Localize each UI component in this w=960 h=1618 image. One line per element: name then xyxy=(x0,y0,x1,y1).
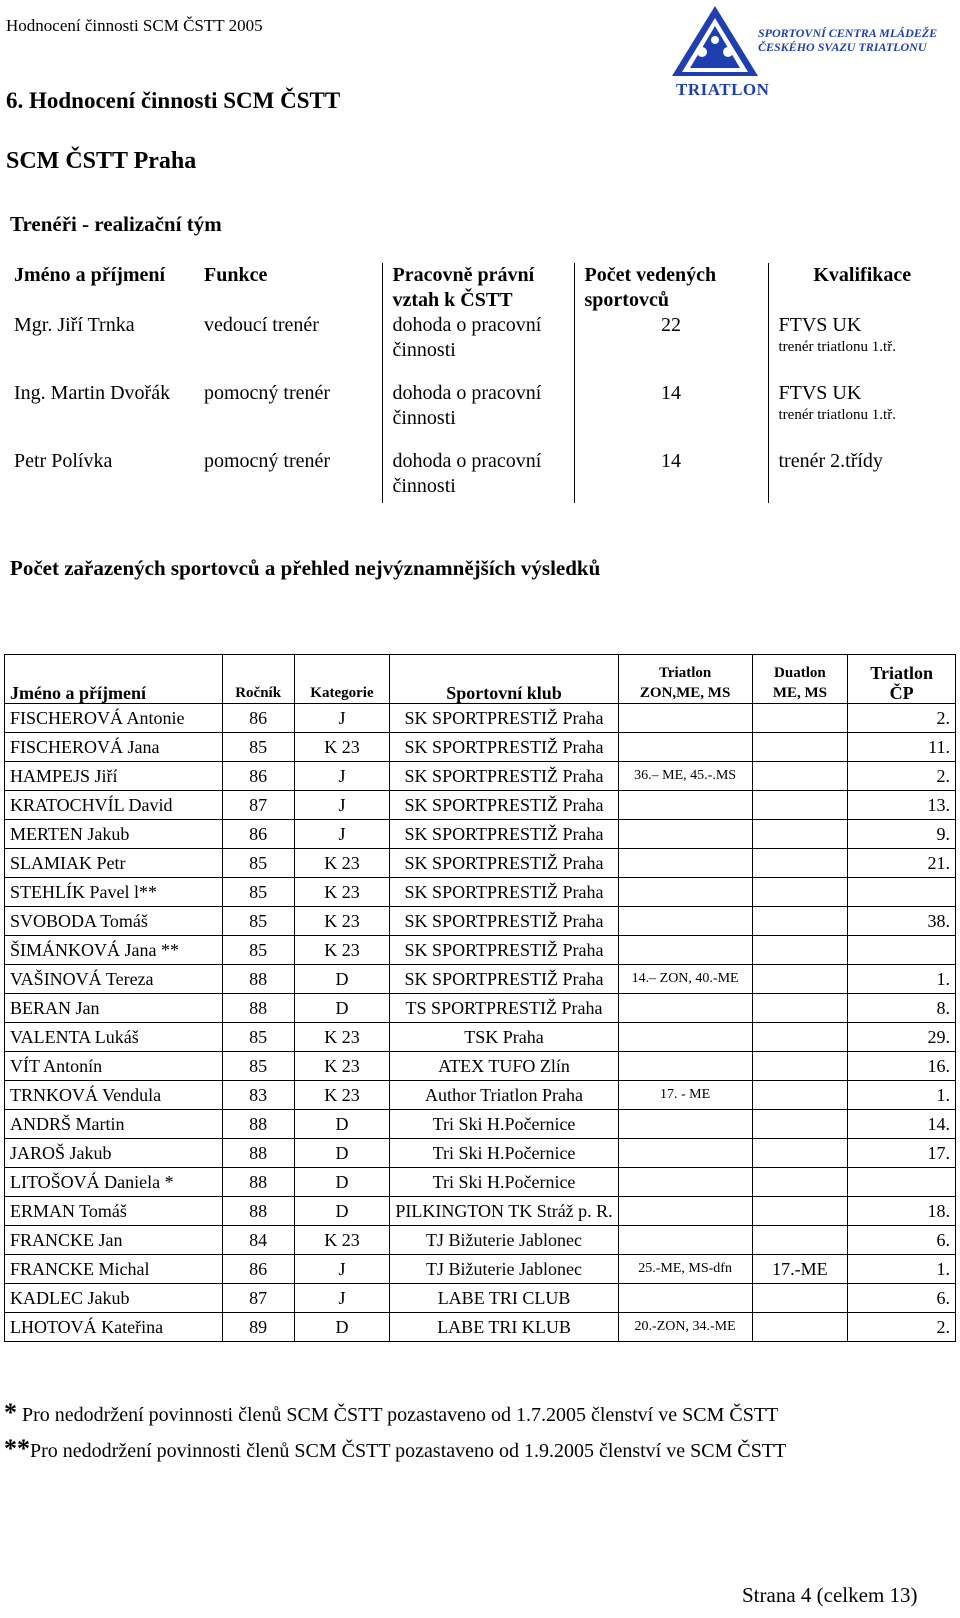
category: D xyxy=(294,1110,390,1139)
qualification-detail: trenér triatlonu 1.tř. xyxy=(778,339,896,355)
category: J xyxy=(294,1284,390,1313)
duathlon-result xyxy=(752,1313,848,1342)
club: LABE TRI KLUB xyxy=(390,1313,618,1342)
duathlon-result xyxy=(752,733,848,762)
duathlon-result: 17.-ME xyxy=(752,1255,848,1284)
athlete-name: VALENTA Lukáš xyxy=(5,1023,223,1052)
duathlon-result xyxy=(752,1110,848,1139)
staff-name: Mgr. Jiří Trnka xyxy=(14,314,135,336)
table-row xyxy=(5,878,956,907)
duathlon-result xyxy=(752,820,848,849)
athlete-name: SVOBODA Tomáš xyxy=(5,907,223,936)
athlete-name: KADLEC Jakub xyxy=(5,1284,223,1313)
athlete-name: JAROŠ Jakub xyxy=(5,1139,223,1168)
triathlon-result: 36.– ME, 45.-.MS xyxy=(618,762,752,791)
cp-header-line2: ČP xyxy=(889,683,914,703)
table-row xyxy=(5,1255,956,1284)
cp-header-line1: Triatlon xyxy=(870,663,933,683)
duathlon-result xyxy=(752,704,848,733)
club: SK SPORTPRESTIŽ Praha xyxy=(390,965,618,994)
cp-rank: 1. xyxy=(848,1255,956,1284)
triathlon-result xyxy=(618,994,752,1023)
results-body xyxy=(5,704,956,1342)
cp-rank: 8. xyxy=(848,994,956,1023)
duathlon-header-line2: ME, MS xyxy=(772,685,827,701)
staff-count: 14 xyxy=(574,449,768,503)
staff-qualification xyxy=(768,381,956,449)
results-table xyxy=(4,654,956,1342)
duathlon-result xyxy=(752,994,848,1023)
club: TJ Bižuterie Jablonec xyxy=(390,1226,618,1255)
page-number: Strana 4 (celkem 13) xyxy=(742,1583,918,1607)
table-row xyxy=(5,965,956,994)
triathlon-logo-icon xyxy=(670,4,760,84)
club: TSK Praha xyxy=(390,1023,618,1052)
club: SK SPORTPRESTIŽ Praha xyxy=(390,791,618,820)
table-row xyxy=(5,936,956,965)
triathlon-result xyxy=(618,733,752,762)
triathlon-result xyxy=(618,791,752,820)
club: TJ Bižuterie Jablonec xyxy=(390,1255,618,1284)
duathlon-result xyxy=(752,849,848,878)
table-row xyxy=(5,849,956,878)
table-row xyxy=(5,1284,956,1313)
birth-year: 85 xyxy=(222,1023,294,1052)
duathlon-header-line1: Duatlon xyxy=(774,665,826,681)
birth-year: 85 xyxy=(222,907,294,936)
cp-rank: 13. xyxy=(848,791,956,820)
club: SK SPORTPRESTIŽ Praha xyxy=(390,907,618,936)
cp-rank: 21. xyxy=(848,849,956,878)
triathlon-result: 25.-ME, MS-dfn xyxy=(618,1255,752,1284)
birth-year: 88 xyxy=(222,1139,294,1168)
birth-year: 85 xyxy=(222,878,294,907)
athlete-name: ŠIMÁNKOVÁ Jana ** xyxy=(5,936,223,965)
category: J xyxy=(294,704,390,733)
athlete-name: MERTEN Jakub xyxy=(5,820,223,849)
scm-logo xyxy=(670,4,940,99)
staff-qualification xyxy=(768,313,956,381)
triathlon-result xyxy=(618,1139,752,1168)
cp-rank: 16. xyxy=(848,1052,956,1081)
table-row xyxy=(5,1052,956,1081)
staff-relation: dohoda o pracovní činnosti xyxy=(382,313,574,381)
club: SK SPORTPRESTIŽ Praha xyxy=(390,762,618,791)
athlete-name: LITOŠOVÁ Daniela * xyxy=(5,1168,223,1197)
category: D xyxy=(294,1197,390,1226)
category: D xyxy=(294,965,390,994)
triathlon-result xyxy=(618,1197,752,1226)
table-row xyxy=(5,704,956,733)
athlete-name: FISCHEROVÁ Jana xyxy=(5,733,223,762)
birth-year: 87 xyxy=(222,791,294,820)
cp-rank xyxy=(848,1168,956,1197)
category: D xyxy=(294,994,390,1023)
category: J xyxy=(294,820,390,849)
club: Author Triatlon Praha xyxy=(390,1081,618,1110)
qualification-main: trenér 2.třídy xyxy=(778,450,883,472)
athlete-name: LHOTOVÁ Kateřina xyxy=(5,1313,223,1342)
cp-rank: 2. xyxy=(848,1313,956,1342)
document-header-title: Hodnocení činnosti SCM ČSTT 2005 xyxy=(6,16,263,35)
cp-rank xyxy=(848,936,956,965)
club: Tri Ski H.Počernice xyxy=(390,1110,618,1139)
duathlon-result xyxy=(752,1226,848,1255)
results-col-name: Jméno a příjmení xyxy=(5,655,223,704)
athlete-name: BERAN Jan xyxy=(5,994,223,1023)
cp-rank: 6. xyxy=(848,1226,956,1255)
staff-col-count: Počet vedených sportovců xyxy=(574,263,768,313)
table-row xyxy=(5,1226,956,1255)
category: K 23 xyxy=(294,849,390,878)
staff-count: 14 xyxy=(574,381,768,449)
club: SK SPORTPRESTIŽ Praha xyxy=(390,878,618,907)
duathlon-result xyxy=(752,1139,848,1168)
staff-row xyxy=(4,449,956,503)
birth-year: 83 xyxy=(222,1081,294,1110)
cp-rank: 14. xyxy=(848,1110,956,1139)
athlete-name: FISCHEROVÁ Antonie xyxy=(5,704,223,733)
staff-qualification xyxy=(768,449,956,503)
duathlon-result xyxy=(752,1284,848,1313)
birth-year: 89 xyxy=(222,1313,294,1342)
athlete-name: ANDRŠ Martin xyxy=(5,1110,223,1139)
birth-year: 88 xyxy=(222,1168,294,1197)
club: SK SPORTPRESTIŽ Praha xyxy=(390,704,618,733)
staff-col-role: Funkce xyxy=(204,264,268,286)
athlete-name: STEHLÍK Pavel l** xyxy=(5,878,223,907)
category: D xyxy=(294,1313,390,1342)
athlete-name: HAMPEJS Jiří xyxy=(5,762,223,791)
results-col-category: Kategorie xyxy=(294,655,390,704)
birth-year: 86 xyxy=(222,762,294,791)
results-col-club: Sportovní klub xyxy=(390,655,618,704)
duathlon-result xyxy=(752,1023,848,1052)
category: K 23 xyxy=(294,1023,390,1052)
results-heading: Počet zařazených sportovců a přehled nejvýznamnějších výsledků xyxy=(10,556,601,580)
cp-rank: 1. xyxy=(848,965,956,994)
birth-year: 88 xyxy=(222,1197,294,1226)
club: Tri Ski H.Počernice xyxy=(390,1168,618,1197)
birth-year: 85 xyxy=(222,849,294,878)
duathlon-result xyxy=(752,762,848,791)
table-row xyxy=(5,733,956,762)
table-row xyxy=(5,1110,956,1139)
category: K 23 xyxy=(294,1226,390,1255)
table-row xyxy=(5,1081,956,1110)
triathlon-result: 14.– ZON, 40.-ME xyxy=(618,965,752,994)
staff-role: pomocný trenér xyxy=(204,382,331,404)
duathlon-result xyxy=(752,907,848,936)
club: PILKINGTON TK Stráž p. R. xyxy=(390,1197,618,1226)
logo-line-2: ČESKÉHO SVAZU TRIATLONU xyxy=(758,40,927,54)
staff-row xyxy=(4,381,956,449)
results-header-row xyxy=(5,655,956,704)
category: K 23 xyxy=(294,907,390,936)
birth-year: 85 xyxy=(222,733,294,762)
duathlon-result xyxy=(752,791,848,820)
qualification-main: FTVS UK xyxy=(778,314,862,336)
staff-role: pomocný trenér xyxy=(204,450,331,472)
athlete-name: TRNKOVÁ Vendula xyxy=(5,1081,223,1110)
table-row xyxy=(5,820,956,849)
triathlon-result xyxy=(618,1226,752,1255)
birth-year: 84 xyxy=(222,1226,294,1255)
club: SK SPORTPRESTIŽ Praha xyxy=(390,936,618,965)
staff-heading: Trenéři - realizační tým xyxy=(10,212,222,236)
table-row xyxy=(5,907,956,936)
table-row xyxy=(5,1313,956,1342)
category: K 23 xyxy=(294,936,390,965)
table-row xyxy=(5,1023,956,1052)
duathlon-result xyxy=(752,1168,848,1197)
category: J xyxy=(294,762,390,791)
athlete-name: VAŠINOVÁ Tereza xyxy=(5,965,223,994)
duathlon-result xyxy=(752,965,848,994)
footnote-mark: ** xyxy=(4,1434,30,1463)
triathlon-header-line2: ZON,ME, MS xyxy=(639,685,731,701)
birth-year: 86 xyxy=(222,820,294,849)
category: D xyxy=(294,1168,390,1197)
cp-rank: 17. xyxy=(848,1139,956,1168)
cp-rank: 9. xyxy=(848,820,956,849)
triathlon-result xyxy=(618,1023,752,1052)
triathlon-result: 20.-ZON, 34.-ME xyxy=(618,1313,752,1342)
results-col-duathlon xyxy=(752,655,848,704)
category: K 23 xyxy=(294,1081,390,1110)
results-col-year: Ročník xyxy=(222,655,294,704)
triathlon-result xyxy=(618,878,752,907)
club: LABE TRI CLUB xyxy=(390,1284,618,1313)
table-row xyxy=(5,994,956,1023)
club: SK SPORTPRESTIŽ Praha xyxy=(390,733,618,762)
athlete-name: FRANCKE Jan xyxy=(5,1226,223,1255)
section-title: 6. Hodnocení činnosti SCM ČSTT xyxy=(6,88,341,113)
triathlon-result xyxy=(618,936,752,965)
cp-rank: 1. xyxy=(848,1081,956,1110)
category: K 23 xyxy=(294,733,390,762)
category: J xyxy=(294,1255,390,1284)
category: J xyxy=(294,791,390,820)
cp-rank: 38. xyxy=(848,907,956,936)
logo-word: TRIATLON xyxy=(676,80,770,99)
athlete-name: SLAMIAK Petr xyxy=(5,849,223,878)
athlete-name: KRATOCHVÍL David xyxy=(5,791,223,820)
cp-rank: 2. xyxy=(848,704,956,733)
club: Tri Ski H.Počernice xyxy=(390,1139,618,1168)
triathlon-header-line1: Triatlon xyxy=(658,665,712,681)
staff-relation: dohoda o pracovní činnosti xyxy=(382,449,574,503)
birth-year: 85 xyxy=(222,936,294,965)
table-row xyxy=(5,791,956,820)
club: TS SPORTPRESTIŽ Praha xyxy=(390,994,618,1023)
triathlon-result xyxy=(618,849,752,878)
cp-rank: 29. xyxy=(848,1023,956,1052)
birth-year: 85 xyxy=(222,1052,294,1081)
cp-rank: 18. xyxy=(848,1197,956,1226)
qualification-main: FTVS UK xyxy=(778,382,862,404)
table-row xyxy=(5,1197,956,1226)
cp-rank: 11. xyxy=(848,733,956,762)
duathlon-result xyxy=(752,1052,848,1081)
footnote xyxy=(4,1432,786,1468)
centre-title: SCM ČSTT Praha xyxy=(6,148,197,174)
club: SK SPORTPRESTIŽ Praha xyxy=(390,820,618,849)
staff-name: Ing. Martin Dvořák xyxy=(14,382,171,404)
duathlon-result xyxy=(752,1081,848,1110)
table-row xyxy=(5,1168,956,1197)
duathlon-result xyxy=(752,1197,848,1226)
footnote-text: Pro nedodržení povinnosti členů SCM ČSTT pozastaveno od 1.9.2005 členství ve SCM ČSTT xyxy=(30,1440,787,1462)
club: ATEX TUFO Zlín xyxy=(390,1052,618,1081)
category: K 23 xyxy=(294,878,390,907)
qualification-detail: trenér triatlonu 1.tř. xyxy=(778,407,896,423)
triathlon-result xyxy=(618,1052,752,1081)
birth-year: 88 xyxy=(222,1110,294,1139)
staff-role: vedoucí trenér xyxy=(204,314,319,336)
results-col-cp xyxy=(848,655,956,704)
staff-col-relation: Pracovně právní vztah k ČSTT xyxy=(382,263,574,313)
athlete-name: VÍT Antonín xyxy=(5,1052,223,1081)
duathlon-result xyxy=(752,878,848,907)
birth-year: 86 xyxy=(222,1255,294,1284)
results-col-triathlon xyxy=(618,655,752,704)
club: SK SPORTPRESTIŽ Praha xyxy=(390,849,618,878)
birth-year: 87 xyxy=(222,1284,294,1313)
staff-table xyxy=(4,263,956,503)
staff-col-qualification: Kvalifikace xyxy=(768,263,956,313)
footnote-text: Pro nedodržení povinnosti členů SCM ČSTT pozastaveno od 1.7.2005 členství ve SCM ČSTT xyxy=(17,1404,779,1426)
athlete-name: FRANCKE Michal xyxy=(5,1255,223,1284)
cp-rank: 6. xyxy=(848,1284,956,1313)
birth-year: 88 xyxy=(222,965,294,994)
birth-year: 86 xyxy=(222,704,294,733)
triathlon-result xyxy=(618,1168,752,1197)
staff-name: Petr Polívka xyxy=(14,450,113,472)
birth-year: 88 xyxy=(222,994,294,1023)
triathlon-result xyxy=(618,907,752,936)
triathlon-result: 17. - ME xyxy=(618,1081,752,1110)
staff-col-name: Jméno a příjmení xyxy=(14,264,166,286)
footnote xyxy=(4,1396,786,1432)
table-row xyxy=(5,762,956,791)
triathlon-result xyxy=(618,704,752,733)
triathlon-result xyxy=(618,820,752,849)
triathlon-result xyxy=(618,1284,752,1313)
cp-rank xyxy=(848,878,956,907)
footnotes xyxy=(4,1396,786,1468)
staff-header-row xyxy=(4,263,956,313)
category: D xyxy=(294,1139,390,1168)
duathlon-result xyxy=(752,936,848,965)
triathlon-result xyxy=(618,1110,752,1139)
athlete-name: ERMAN Tomáš xyxy=(5,1197,223,1226)
logo-line-1: SPORTOVNÍ CENTRA MLÁDEŽE xyxy=(758,26,938,40)
staff-relation: dohoda o pracovní činnosti xyxy=(382,381,574,449)
cp-rank: 2. xyxy=(848,762,956,791)
logo-caption xyxy=(758,26,937,54)
footnote-mark: * xyxy=(4,1398,17,1427)
table-row xyxy=(5,1139,956,1168)
staff-count: 22 xyxy=(574,313,768,381)
category: K 23 xyxy=(294,1052,390,1081)
staff-row xyxy=(4,313,956,381)
